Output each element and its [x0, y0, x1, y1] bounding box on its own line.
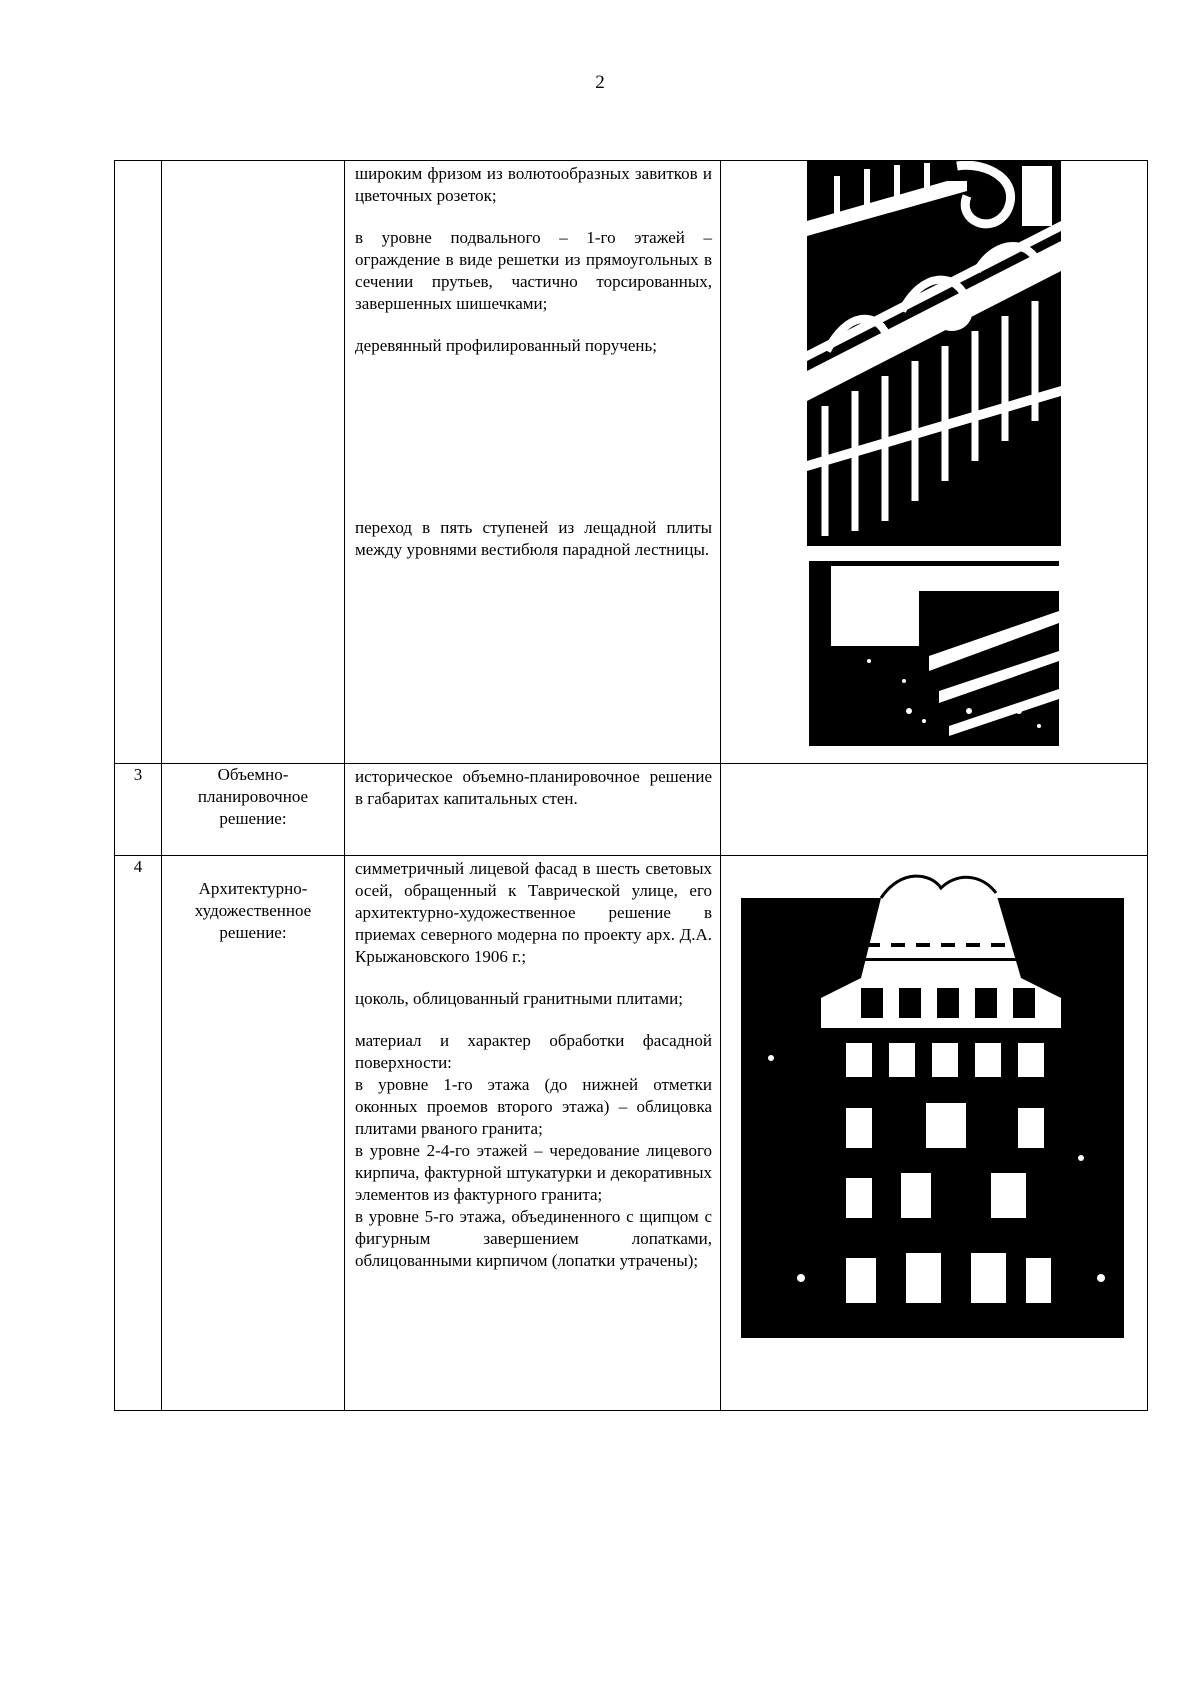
description-paragraph: в уровне 1-го этажа (до нижней отметки оконных проемов второго этажа) – облицовка плитами рваного гранита;: [355, 1075, 712, 1138]
description-paragraph: симметричный лицевой фасад в шесть световых осей, обращенный к Таврической улице, его архитектурно-художественное решение в приемах северного модерна по проекту арх. Д.А. Крыжановского 1906 г.;: [355, 859, 712, 966]
row-number-cell: 3: [115, 764, 162, 856]
row-name-cell: [162, 161, 345, 764]
description-paragraph: широким фризом из волютообразных завитков и цветочных розеток;: [355, 164, 712, 205]
row-name: Объемно-планировочное решение:: [197, 765, 309, 828]
building-facade-photo-icon: [741, 858, 1124, 1348]
row-image-cell: [721, 764, 1148, 856]
description-paragraph: историческое объемно-планировочное решение в габаритах капитальных стен.: [355, 767, 712, 808]
row-name-cell: [162, 856, 345, 1411]
protected-elements-table: [114, 160, 1148, 1411]
row-description-cell: [345, 856, 721, 1411]
row-name: Архитектурно-художественное решение:: [194, 879, 312, 942]
description-paragraph: переход в пять ступеней из лещадной плиты между уровнями вестибюля парадной лестницы.: [355, 518, 712, 559]
description-paragraph: в уровне 2-4-го этажей – чередование лицевого кирпича, фактурной штукатурки и декоративных элементов из фактурного гранита;: [355, 1141, 712, 1204]
description-paragraph: в уровне подвального – 1-го этажей – ограждение в виде решетки из прямоугольных в сечении прутьев, частично торсированных, завершенных шишечками;: [355, 228, 712, 313]
stair-steps-photo-icon: [809, 561, 1059, 746]
table-row: [115, 856, 1148, 1411]
row-description-cell: [345, 764, 721, 856]
description-paragraph: в уровне 5-го этажа, объединенного с щипцом с фигурным завершением лопатками, облицованными кирпичом (лопатки утрачены);: [355, 1207, 712, 1270]
row-image-cell: [721, 856, 1148, 1411]
page-number: 2: [595, 72, 605, 93]
row-image-cell: [721, 161, 1148, 764]
description-paragraph: деревянный профилированный поручень;: [355, 336, 657, 355]
row-name-cell: [162, 764, 345, 856]
staircase-railing-photo-icon: [807, 161, 1061, 546]
row-number-cell: [115, 161, 162, 764]
table-row: [115, 161, 1148, 764]
table-row: [115, 764, 1148, 856]
row-description-cell: [345, 161, 721, 764]
description-paragraph: цоколь, облицованный гранитными плитами;: [355, 989, 683, 1008]
row-number-cell: 4: [115, 856, 162, 1411]
description-paragraph: материал и характер обработки фасадной поверхности:: [355, 1031, 712, 1072]
